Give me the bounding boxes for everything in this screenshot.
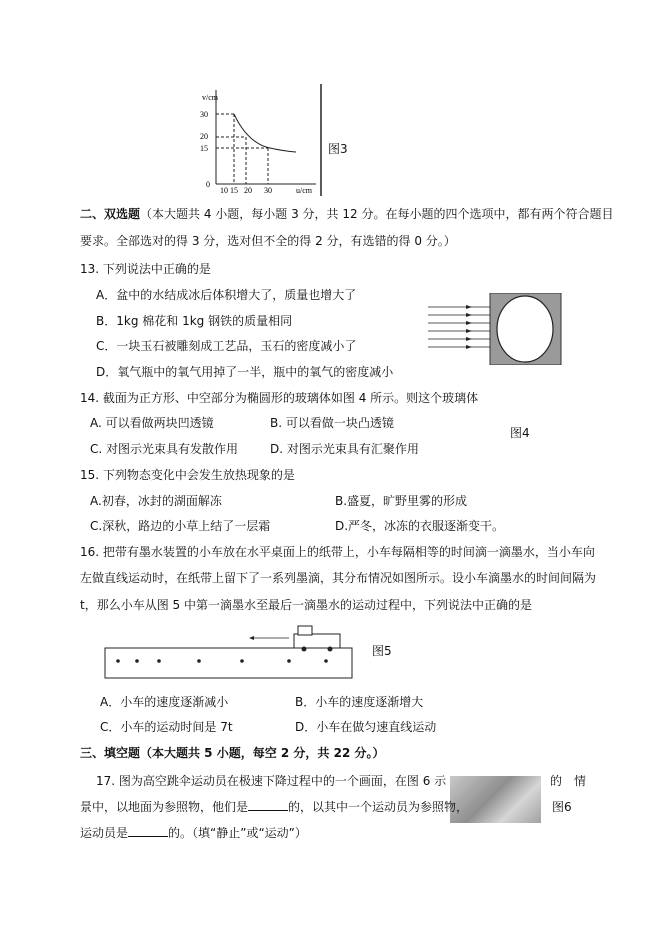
answer-blank-2[interactable]: [128, 824, 168, 837]
q14-stem: 14. 截面为正方形、中空部分为椭圆形的玻璃体如图 4 所示。则这个玻璃体: [80, 391, 479, 405]
q13-stem: 13. 下列说法中正确的是: [80, 262, 211, 276]
q15-option-a: A.初春，冰封的湖面解冻: [90, 494, 222, 508]
figure4-glass-block: [428, 293, 563, 365]
q15-option-d: D.严冬，冰冻的衣服逐渐变干。: [335, 519, 505, 533]
answer-blank-1[interactable]: [248, 798, 288, 811]
q17-line3-a: 运动员是: [80, 826, 129, 840]
q13-option-c: C．一块玉石被雕刻成工艺品，玉石的密度减小了: [96, 339, 357, 353]
q16-option-c: C．小车的运动时间是 7t: [100, 720, 233, 734]
xtick: 10: [220, 186, 228, 195]
figure4-caption: 图4: [510, 426, 530, 440]
q14-option-a: A. 可以看做两块凹透镜: [90, 416, 214, 430]
q17-line3-b: 的。（填“静止”或“运动”）: [168, 826, 307, 840]
ytick: 0: [206, 180, 210, 189]
figure5-ink-tape: [104, 620, 354, 680]
section2-heading: 二、双选题: [80, 207, 141, 221]
q17-line1: 17. 图为高空跳伞运动员在极速下降过程中的一个画面，在图 6 示: [96, 774, 447, 788]
ylabel: v/cm: [202, 93, 218, 102]
ytick: 15: [200, 144, 208, 153]
q15-option-c: C.深秋，路边的小草上结了一层霜: [90, 519, 271, 533]
q14-option-d: D. 对图示光束具有汇聚作用: [270, 442, 419, 456]
ytick: 20: [200, 132, 208, 141]
q13-option-b: B．1kg 棉花和 1kg 钢铁的质量相同: [96, 314, 293, 328]
q17-line2-a: 景中，以地面为参照物，他们是: [80, 800, 249, 814]
q16-option-b: B．小车的速度逐渐增大: [295, 695, 424, 709]
q16-line3: t，那么小车从图 5 中第一滴墨水至最后一滴墨水的运动过程中，下列说法中正确的是: [80, 598, 532, 612]
xtick: 15: [230, 186, 238, 195]
q16-line1: 16. 把带有墨水装置的小车放在水平桌面上的纸带上，小车每隔相等的时间滴一滴墨水，当小车向: [80, 545, 595, 559]
xlabel: u/cm: [296, 186, 312, 195]
figure5-caption: 图5: [372, 644, 392, 658]
q16-line2: 左做直线运动时，在纸带上留下了一系列墨滴，其分布情况如图所示。设小车滴墨水的时间间隔为: [80, 571, 597, 585]
q13-option-a: A．盆中的水结成冰后体积增大了，质量也增大了: [96, 288, 357, 302]
q16-option-a: A．小车的速度逐渐减小: [100, 695, 229, 709]
section2-desc: （本大题共 4 小题，每小题 3 分，共 12 分。在每小题的四个选项中，都有两个符合题目: [140, 207, 614, 221]
q13-option-d: D．氧气瓶中的氧气用掉了一半，瓶中的氧气的密度减小: [96, 365, 394, 379]
section2-desc2: 要求。全部选对的得 3 分，选对但不全的得 2 分，有选错的得 0 分。）: [80, 234, 456, 248]
figure3-graph: [196, 84, 322, 196]
q17-line2: [80, 798, 468, 815]
ytick: 30: [200, 110, 208, 119]
xtick: 30: [264, 186, 272, 195]
figure3-caption: 图3: [328, 142, 348, 156]
q16-option-d: D．小车在做匀速直线运动: [295, 720, 437, 734]
q14-option-b: B. 可以看做一块凸透镜: [270, 416, 394, 430]
q17-line3: [80, 824, 307, 841]
q17-line2-b: 的，以其中一个运动员为参照物，: [288, 800, 469, 814]
q14-option-c: C. 对图示光束具有发散作用: [90, 442, 239, 456]
q15-stem: 15. 下列物态变化中会发生放热现象的是: [80, 468, 295, 482]
figure6-caption: 图6: [552, 800, 572, 814]
q15-option-b: B.盛夏，旷野里雾的形成: [335, 494, 468, 508]
section2-heading-line: [80, 205, 613, 222]
xtick: 20: [244, 186, 252, 195]
section3-heading: 三、填空题（本大题共 5 小题，每空 2 分，共 22 分。）: [80, 746, 385, 760]
q17-line1-end: 的 情: [550, 774, 587, 788]
